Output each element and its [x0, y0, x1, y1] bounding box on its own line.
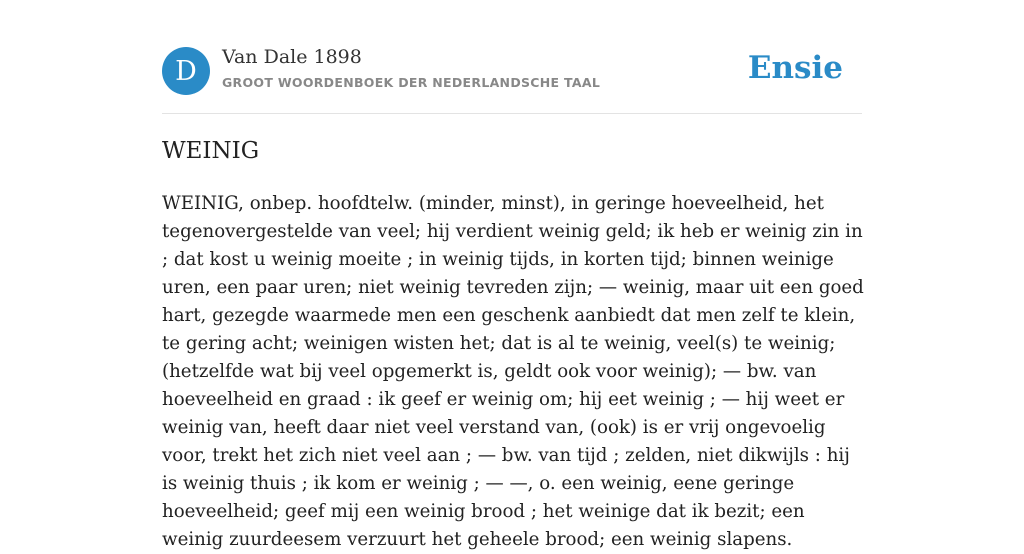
source-subtitle: GROOT WOORDENBOEK DER NEDERLANDSCHE TAAL	[222, 75, 601, 90]
entry-definition: WEINIG, onbep. hoofdtelw. (minder, minst), in geringe hoeveelheid, het tegenovergestelde van veel; hij verdient weinig geld; ik heb er weinig zin in ; dat kost u weinig moeite ; in weinig tijds, in korten tijd; binnen weinige uren, een paar uren; niet weinig tevreden zijn; — weinig, maar uit een goed hart, gezegde waarmede men een geschenk aanbiedt dat men zelf te klein, te gering acht; weinigen wisten het; dat is al te weinig, veel(s) te weinig; (hetzelfde wat bij veel opgemerkt is, geldt ook voor weinig); — bw. van hoeveelheid en graad : ik geef er weinig om; hij eet weinig ; — hij weet er weinig van, heeft daar niet veel verstand van, (ook) is er vrij ongevoelig voor, trekt het zich niet veel aan ; — bw. van tijd ; zelden, niet dikwijls : hij is weinig thuis ; ik kom er weinig ; — —, o. een weinig, eene geringe hoeveelheid; geef mij een weinig brood ; het weinige dat ik bezit; een weinig zuurdeesem verzuurt het geheele brood; een weinig slapens.	[162, 193, 864, 550]
source-avatar[interactable]: D	[162, 47, 210, 95]
entry-headword: WEINIG	[162, 138, 260, 164]
dictionary-header	[162, 46, 862, 96]
source-title[interactable]: Van Dale 1898	[222, 46, 362, 68]
brand-logo[interactable]: Ensie	[747, 50, 843, 86]
header-divider	[162, 113, 862, 114]
